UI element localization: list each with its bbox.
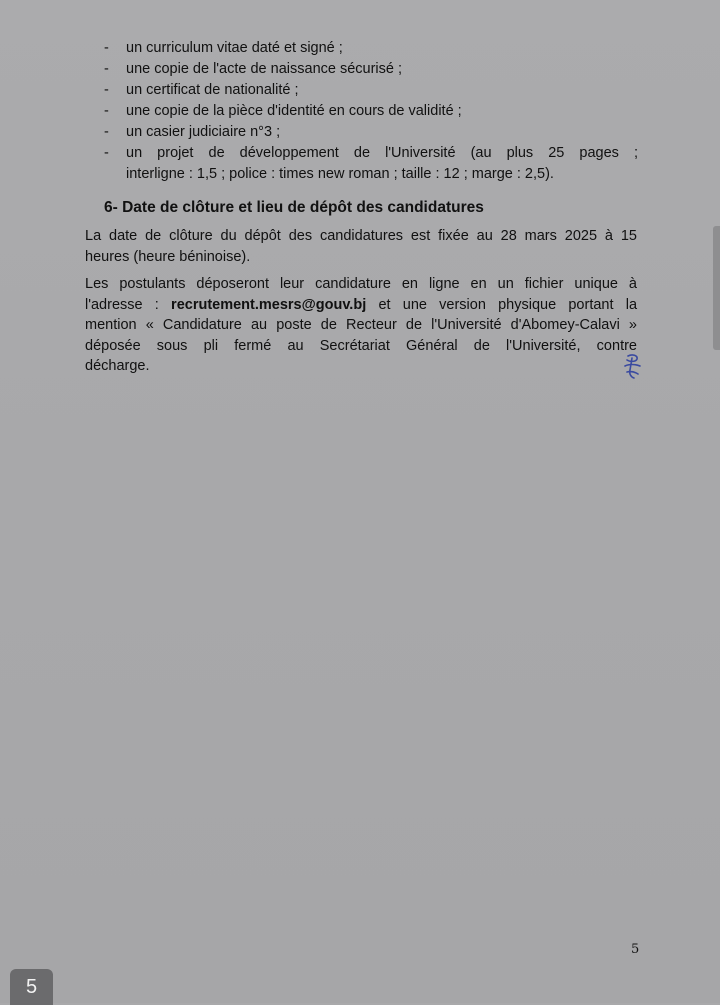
bullet-dash: - xyxy=(104,40,109,56)
list-item xyxy=(104,80,638,101)
list-item-text: une copie de la pièce d'identité en cours de validité ; xyxy=(126,103,462,119)
page-number: 5 xyxy=(631,942,640,957)
address-suffix: et une version physique portant la xyxy=(378,296,638,313)
paragraph-line: Les postulants déposeront leur candidature en ligne en un fichier unique à xyxy=(85,276,637,292)
list-item-text: un casier judiciaire n°3 ; xyxy=(126,124,281,140)
scrollbar-thumb[interactable] xyxy=(713,226,720,350)
closing-date-paragraph xyxy=(85,226,637,267)
paragraph-line: déposée sous pli fermé au Secrétariat Général de l'Université, contre xyxy=(85,337,637,354)
list-item-text: une copie de l'acte de naissance sécurisé ; xyxy=(126,61,403,77)
paragraph-line: heures (heure béninoise). xyxy=(85,248,251,265)
paragraph-line: mention « Candidature au poste de Recteur de l'Université d'Abomey-Calavi » xyxy=(85,317,637,333)
list-item-text: un curriculum vitae daté et signé ; xyxy=(126,40,343,56)
list-item-text-line: un projet de développement de l'Université (au plus 25 pages ; xyxy=(126,145,638,161)
list-item xyxy=(104,101,638,122)
email-address: recrutement.mesrs@gouv.bj xyxy=(171,296,367,313)
paragraph-line-with-email xyxy=(85,295,637,316)
bullet-dash: - xyxy=(104,145,109,161)
submission-paragraph xyxy=(85,274,637,377)
list-item xyxy=(104,143,638,185)
bullet-dash: - xyxy=(104,103,109,119)
list-item-text: un certificat de nationalité ; xyxy=(126,82,299,98)
paragraph-line: La date de clôture du dépôt des candidatures est fixée au 28 mars 2025 à 15 xyxy=(85,228,637,244)
section-heading: 6- Date de clôture et lieu de dépôt des candidatures xyxy=(104,199,484,216)
viewer-page-indicator[interactable]: 5 xyxy=(10,969,53,1005)
bullet-dash: - xyxy=(104,124,109,140)
required-documents-list xyxy=(104,38,638,185)
list-item xyxy=(104,38,638,59)
handwritten-initials-icon xyxy=(619,352,645,382)
list-item xyxy=(104,59,638,80)
paragraph-line: décharge. xyxy=(85,358,150,374)
bullet-dash: - xyxy=(104,82,109,98)
list-item-text-line: interligne : 1,5 ; police : times new roman ; taille : 12 ; marge : 2,5). xyxy=(126,166,554,182)
address-prefix: l'adresse : xyxy=(85,296,159,313)
bullet-dash: - xyxy=(104,61,109,77)
list-item xyxy=(104,122,638,143)
